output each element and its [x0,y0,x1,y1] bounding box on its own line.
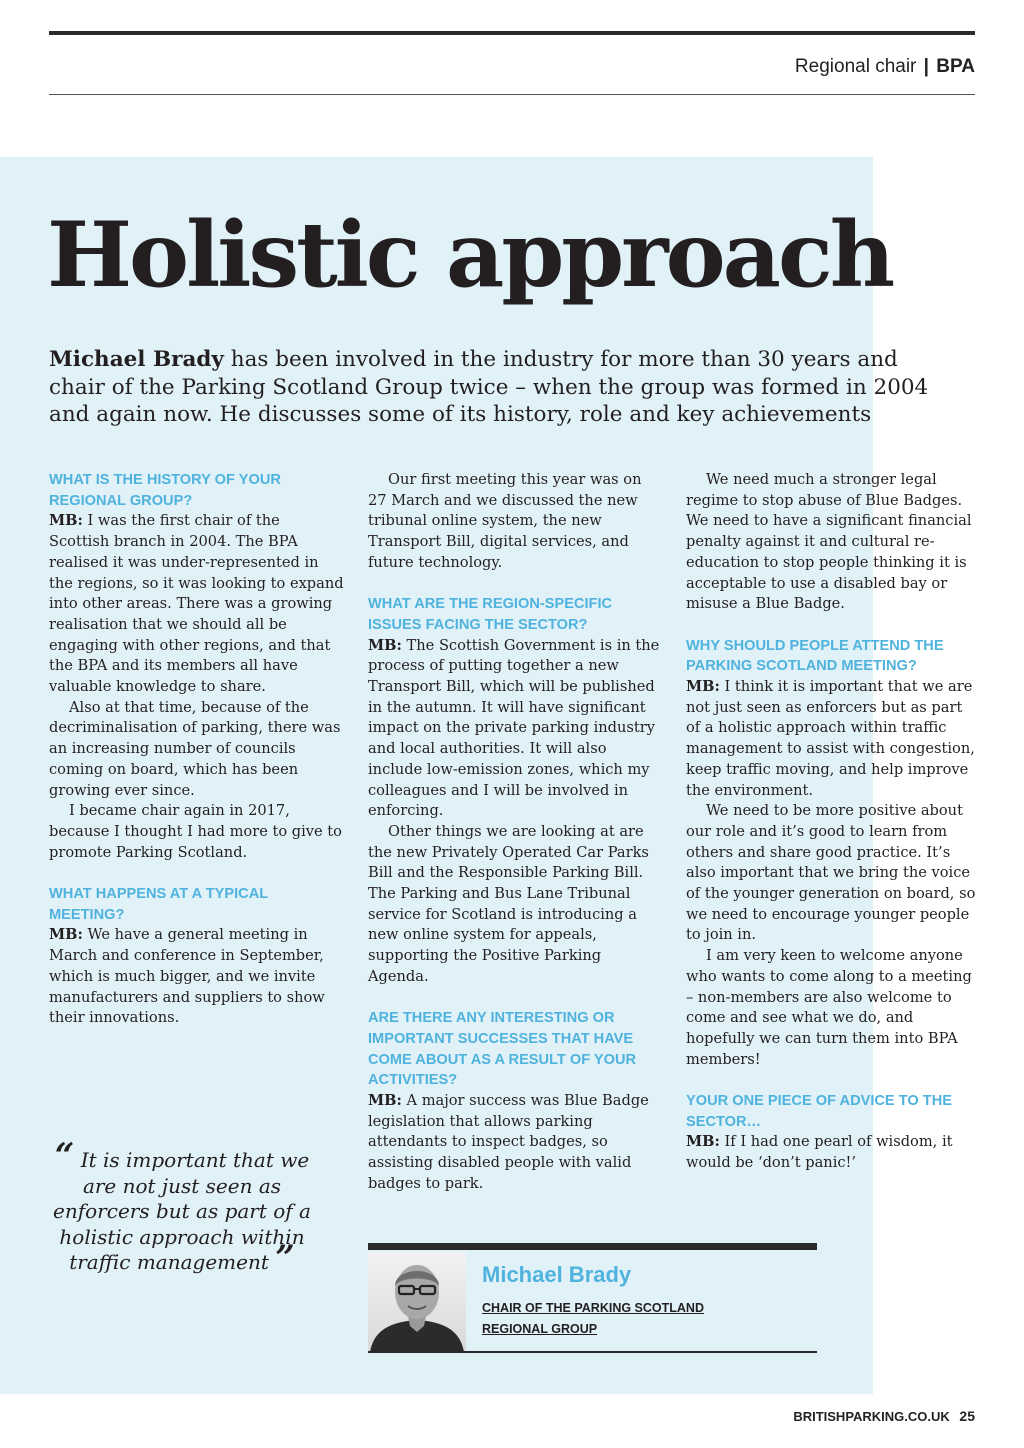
bio-top-rule [368,1243,817,1250]
top-rule [49,31,975,35]
standfirst [49,346,929,429]
body-paragraph: Also at that time, because of the decriminalisation of parking, there was an increasing number of councils coming on board, which has been growing ever since. [49,698,341,799]
bio-name: Michael Brady [482,1262,632,1287]
mb-label: MB: [49,926,83,944]
standfirst-name: Michael Brady [49,347,224,372]
question-heading: ARE THERE ANY INTERESTING OR IMPORTANT SUCCESSES THAT HAVE COME ABOUT AS A RESULT OF YOUR ACTIVITIES? [368,1010,637,1089]
article-title: Holistic approach [47,202,893,308]
answer-paragraph: MB: If I had one pearl of wisdom, it would be ‘don’t panic!’ [686,1133,953,1172]
mb-label: MB: [49,512,83,530]
page-footer [793,1408,975,1424]
mb-label: MB: [368,636,402,654]
body-paragraph: I am very keen to welcome anyone who wants to come along to a meeting – non-members are also welcome to come and see what we do, and hopefully we can turn them into BPA members! [686,947,972,1068]
answer-paragraph: MB: I was the first chair of the Scottish branch in 2004. The BPA realised it was under-represented in the regions, so it was looking to expand into other areas. There was a growing realisation that we should all be engaging with other regions, and that the BPA and its members all have valuable knowledge to share. [49,512,344,696]
close-quote-mark: ” [275,1238,295,1278]
standfirst-text: has been involved in the industry for more than 30 years and chair of the Parking Scotland Group twice – when the group was formed in 2004 and again now. He discusses some of its history, role and key achievements [49,347,929,427]
article-column-1 [49,470,344,1029]
question-heading: WHAT IS THE HISTORY OF YOUR REGIONAL GROUP? [49,472,281,509]
open-quote-mark: “ [54,1136,75,1176]
section-label: Regional chair [794,56,917,77]
body-paragraph: Other things we are looking at are the new Privately Operated Car Parks Bill and the Responsible Parking Bill. The Parking and Bus Lane Tribunal service for Scotland is introducing a new online system for appeals, supporting the Positive Parking Agenda. [368,822,649,985]
pull-quote-text: It is important that we are not just seen as enforcers but as part of a holistic approach within traffic management [53,1148,311,1274]
answer-paragraph: MB: We have a general meeting in March and conference in September, which is much bigger, and we invite manufacturers and suppliers to show their innovations. [49,926,325,1027]
article-column-3 [686,470,981,1174]
brand-label: BPA [936,56,975,77]
mb-label: MB: [368,1092,402,1110]
header-separator: | [923,56,929,77]
body-paragraph: We need to be more positive about our role and it’s good to learn from others and share good practice. It’s also important that we bring the voice of the younger generation on board, so we need to encourage younger people to join in. [686,802,976,944]
website-label: BRITISHPARKING.CO.UK [793,1409,950,1424]
answer-paragraph: MB: I think it is important that we are not just seen as enforcers but as part of a holistic approach within traffic management to assist with congestion, keep traffic moving, and help improve the environment. [686,678,975,799]
mb-label: MB: [686,678,720,696]
person-portrait-icon [368,1252,466,1352]
answer-paragraph: MB: The Scottish Government is in the process of putting together a new Transport Bill, which will be published in the autumn. It will have significant impact on the private parking industry and local authorities. It will also include low-emission zones, which my colleagues and I will be involved in enforcing. [368,636,660,820]
running-header [795,56,975,78]
question-heading: WHAT ARE THE REGION-SPECIFIC ISSUES FACING THE SECTOR? [368,596,613,633]
article-column-2 [368,470,663,1195]
question-heading: WHY SHOULD PEOPLE ATTEND THE PARKING SCOTLAND MEETING? [686,637,944,675]
bio-role: CHAIR OF THE PARKING SCOTLAND REGIONAL GROUP [482,1301,704,1336]
body-paragraph: I became chair again in 2017, because I thought I had more to give to promote Parking Scotland. [49,802,342,861]
page-number: 25 [959,1408,975,1424]
body-paragraph: We need much a stronger legal regime to stop abuse of Blue Badges. We need to have a significant financial penalty against it and cultural re-education to stop people thinking it is acceptable to use a disabled bay or misuse a Blue Badge. [686,471,972,613]
bio-bottom-rule [368,1351,817,1353]
header-rule [49,94,975,95]
question-heading: WHAT HAPPENS AT A TYPICAL MEETING? [49,886,268,923]
mb-label: MB: [686,1133,720,1151]
question-heading: YOUR ONE PIECE OF ADVICE TO THE SECTOR… [686,1093,952,1130]
body-paragraph: Our first meeting this year was on 27 March and we discussed the new tribunal online system, the new Transport Bill, digital services, and future technology. [368,471,642,571]
answer-paragraph: MB: A major success was Blue Badge legislation that allows parking attendants to inspect badges, so assisting disabled people with valid badges to park. [368,1092,649,1192]
pull-quote [49,1136,315,1278]
